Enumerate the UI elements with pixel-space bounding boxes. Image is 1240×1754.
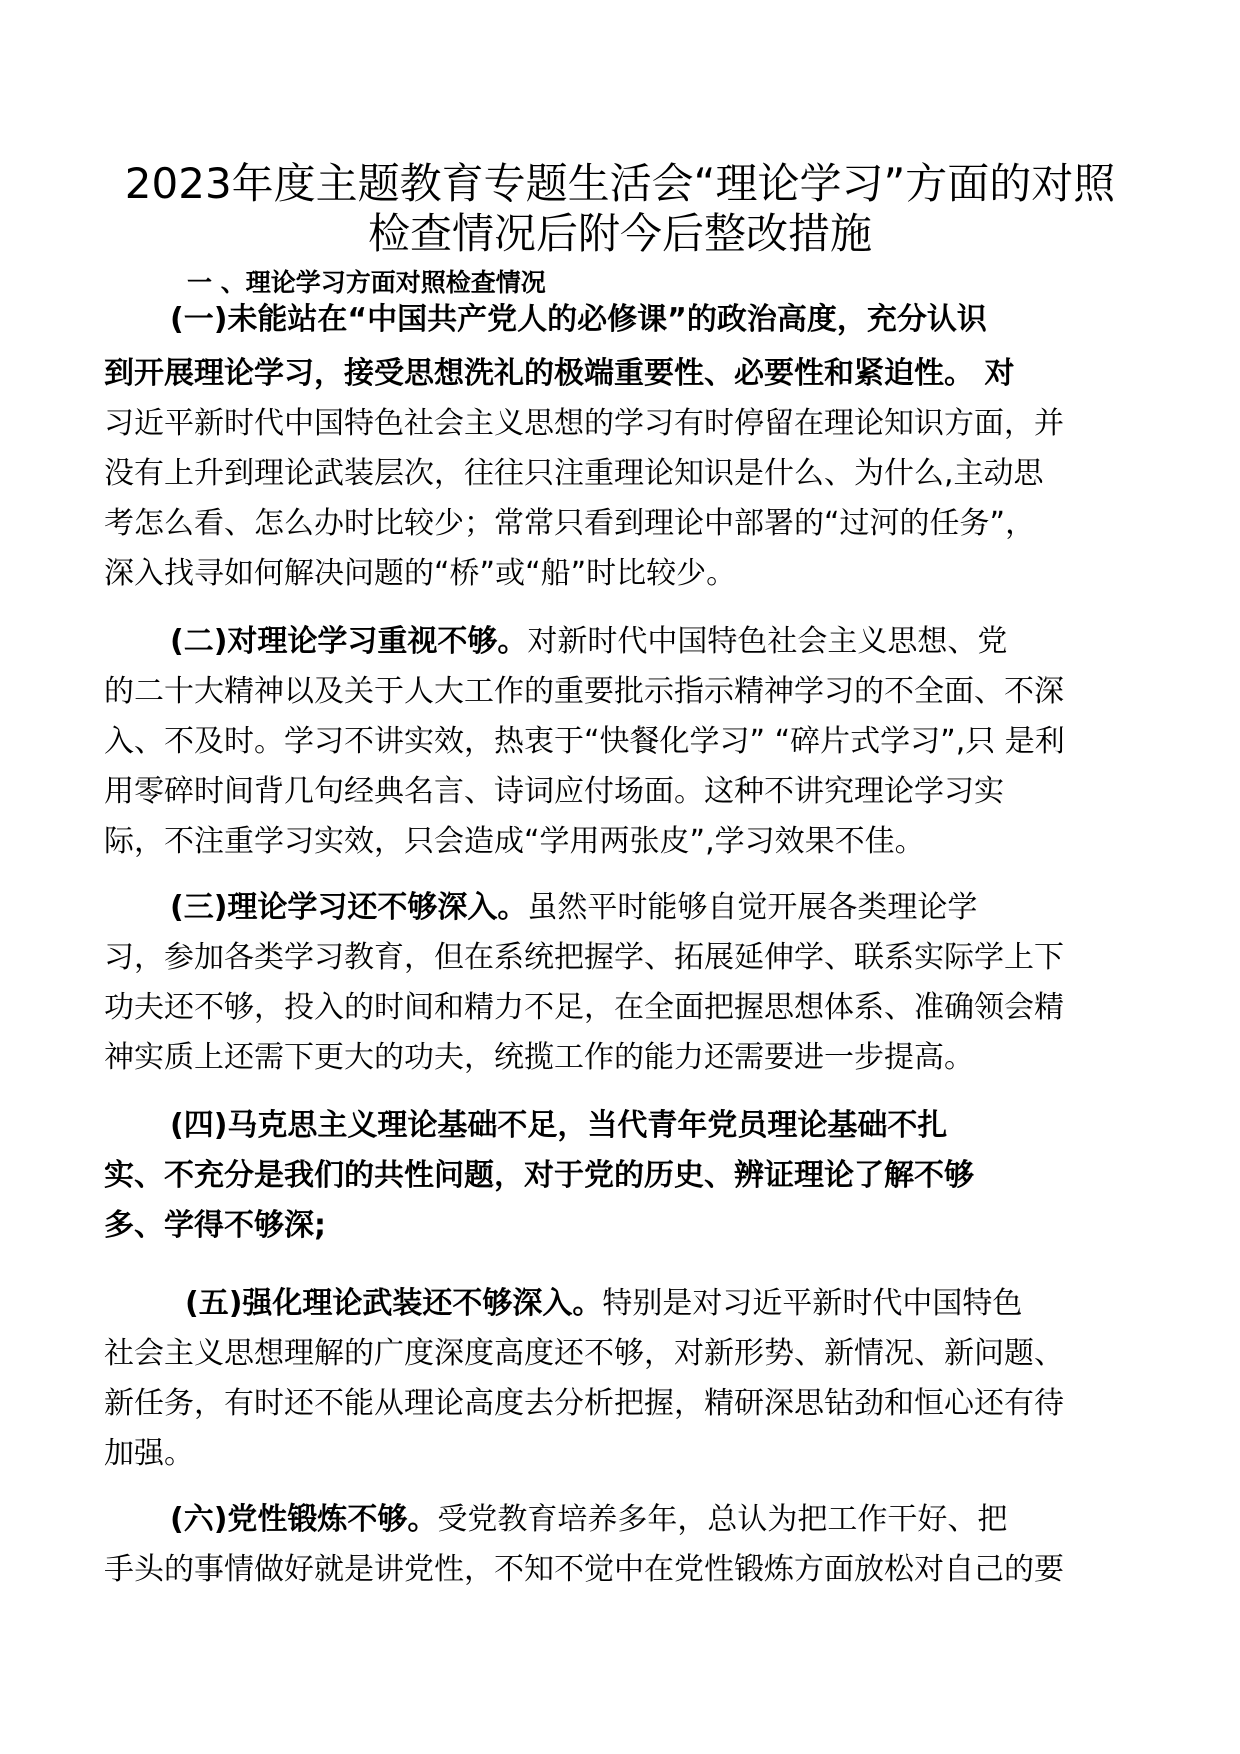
body-line	[104, 404, 1064, 444]
body-line	[104, 722, 1065, 762]
body-text: 受党教育培养多年，总认为把工作干好、把	[437, 1502, 1008, 1537]
body-line	[104, 454, 1044, 494]
bold-lead-text: (一)未能站在“中国共产党人的必修课”的政治高度，充分认识	[170, 302, 987, 337]
body-line	[104, 1384, 1064, 1424]
body-line	[170, 622, 1007, 662]
body-text: 对新时代中国特色社会主义思想、党	[527, 624, 1008, 659]
body-text: 际，不注重学习实效，只会造成“学用两张皮”,学习效果不佳。	[104, 824, 925, 859]
bold-lead-text: (三)理论学习还不够深入。	[170, 890, 528, 925]
body-text: 社会主义思想理解的广度深度高度还不够，对新形势、新情况、新问题、	[104, 1336, 1064, 1371]
body-text: 加强。	[104, 1436, 194, 1471]
body-text: 功夫还不够，投入的时间和精力不足，在全面把握思想体系、准确领会精	[104, 990, 1064, 1025]
body-text: 特别是对习近平新时代中国特色	[602, 1286, 1023, 1321]
body-line	[185, 1284, 1022, 1324]
body-line	[104, 1038, 974, 1078]
body-line	[104, 988, 1064, 1028]
body-line	[170, 1500, 1007, 1540]
body-line	[170, 1106, 947, 1146]
body-line	[104, 1550, 1064, 1590]
section-heading: 一 、理论学习方面对照检查情况	[187, 268, 546, 297]
body-line	[104, 554, 736, 594]
bold-lead-text: (六)党性锻炼不够。	[170, 1502, 438, 1537]
body-line	[170, 300, 987, 340]
body-text: 用零碎时间背几句经典名言、诗词应付场面。这种不讲究理论学习实	[104, 774, 1004, 809]
body-text: 神实质上还需下更大的功夫，统揽工作的能力还需要进一步提高。	[104, 1040, 974, 1075]
body-text: 没有上升到理论武装层次，往往只注重理论知识是什么、为什么,主动思	[104, 456, 1044, 491]
body-line	[104, 1206, 326, 1246]
bold-lead-text: 多、学得不够深;	[104, 1208, 326, 1243]
body-text: 习近平新时代中国特色社会主义思想的学习有时停留在理论知识方面，并	[104, 406, 1064, 441]
body-line	[104, 772, 1004, 812]
body-line	[104, 1156, 974, 1196]
body-text: 考怎么看、怎么办时比较少；常常只看到理论中部署的“过河的任务”，	[104, 506, 1036, 541]
body-text: 入、不及时。学习不讲实效，热衷于“快餐化学习” “碎片式学习”,只 是利	[104, 724, 1065, 759]
bold-lead-text: (二)对理论学习重视不够。	[170, 624, 528, 659]
body-line	[104, 1334, 1064, 1374]
body-text: 虽然平时能够自觉开展各类理论学	[527, 890, 978, 925]
body-line	[104, 1434, 194, 1474]
body-line	[104, 822, 925, 862]
body-line	[104, 354, 1014, 394]
body-text: 手头的事情做好就是讲党性，不知不觉中在党性锻炼方面放松对自己的要	[104, 1552, 1064, 1587]
document-title-line-2: 检查情况后附今后整改措施	[367, 209, 872, 258]
body-line	[104, 504, 1035, 544]
body-line	[170, 888, 977, 928]
bold-lead-text: 实、不充分是我们的共性问题，对于党的历史、辨证理论了解不够	[104, 1158, 974, 1193]
bold-lead-text: (五)强化理论武装还不够深入。	[185, 1286, 603, 1321]
body-text: 新任务，有时还不能从理论高度去分析把握，精研深思钻劲和恒心还有待	[104, 1386, 1064, 1421]
bold-lead-text: 到开展理论学习，接受思想洗礼的极端重要性、必要性和紧迫性。 对	[104, 356, 1015, 391]
document-title-line-1: 2023年度主题教育专题生活会“理论学习”方面的对照	[124, 159, 1116, 208]
body-line	[104, 938, 1064, 978]
body-line	[104, 672, 1064, 712]
body-text: 的二十大精神以及关于人大工作的重要批示指示精神学习的不全面、不深	[104, 674, 1064, 709]
body-text: 习，参加各类学习教育，但在系统把握学、拓展延伸学、联系实际学上下	[104, 940, 1064, 975]
bold-lead-text: (四)马克思主义理论基础不足，当代青年党员理论基础不扎	[170, 1108, 948, 1143]
body-text: 深入找寻如何解决问题的“桥”或“船”时比较少。	[104, 556, 737, 591]
